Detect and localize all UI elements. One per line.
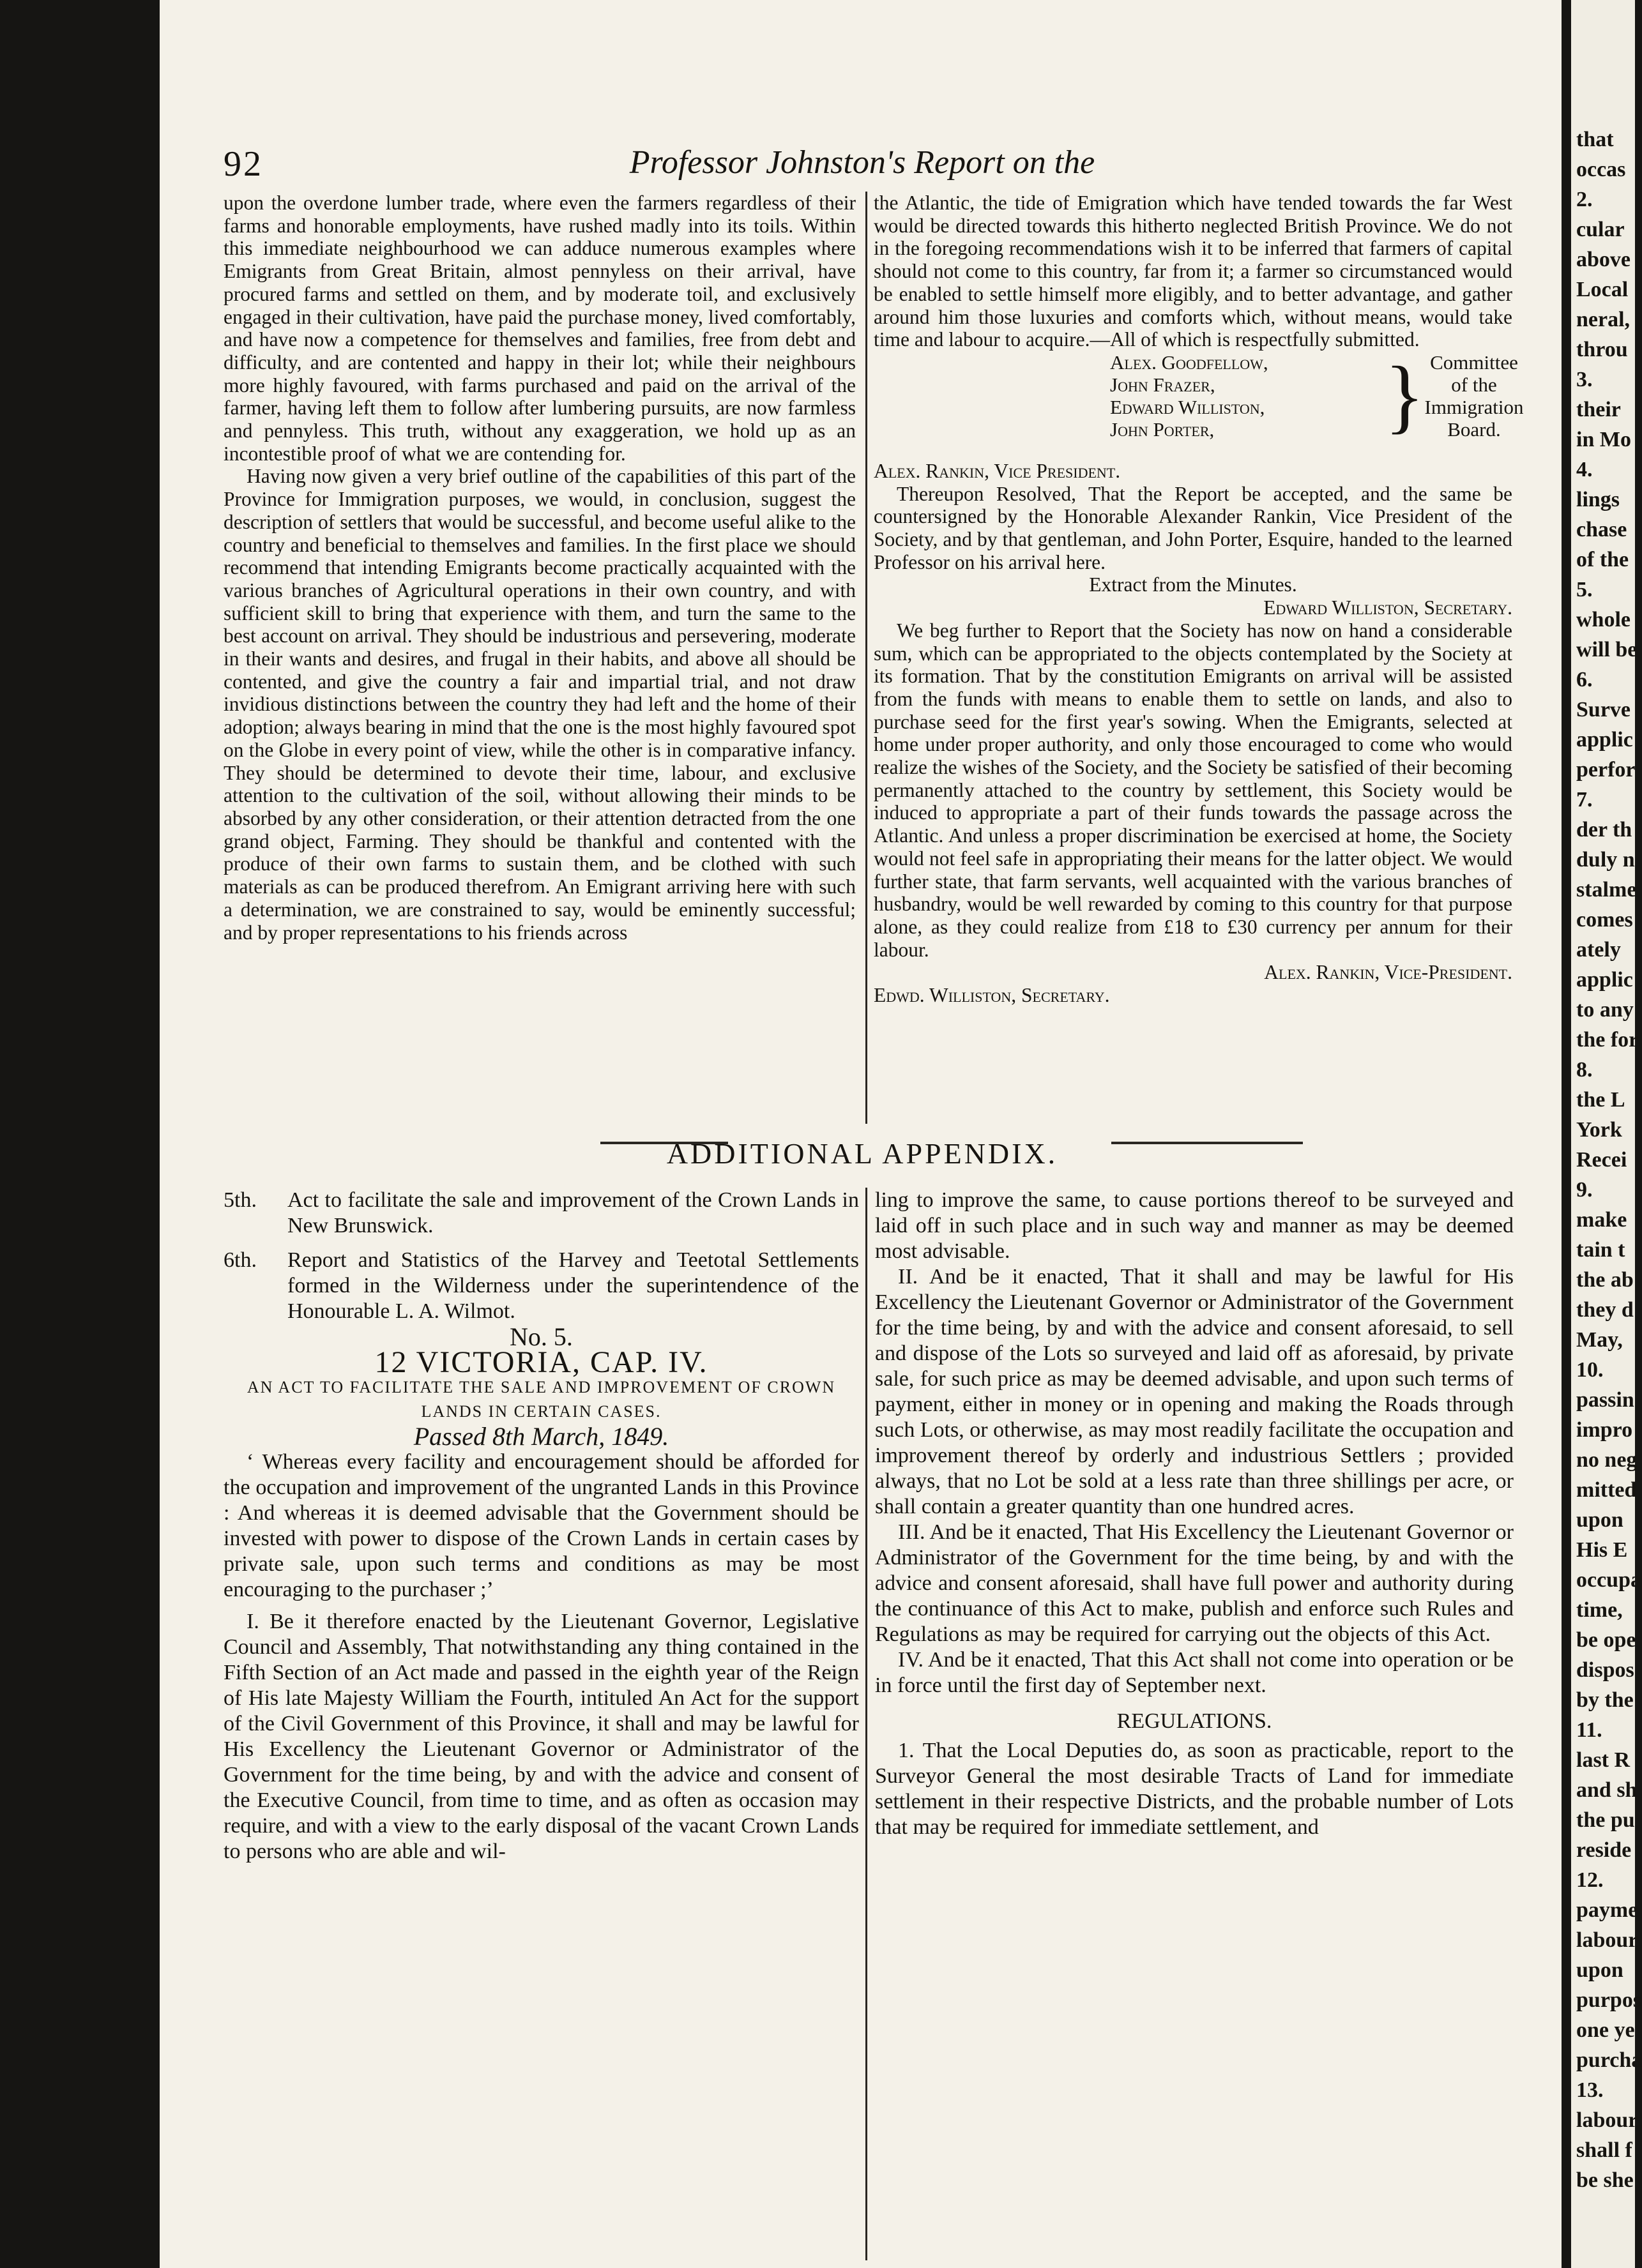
section-2: II. And be it enacted, That it shall and may be lawful for His Excellency the Lieutenant Governor or Administrator of the Government for the time being, by and with the advice and consent aforesaid, to sell and dispose of the Lots so surveyed and laid off as aforesaid, by private sale, for such price as may be deemed advisable, and upon such terms of payment, either in money or in opening and making the Roads through such Lots, or otherwise, as may most readily facilitate the occupation and improvement thereof by orderly and industrious Settlers ; provided always, that no Lot be sold at a less rate than three shillings per acre, or shall contain a greater quantity than one hundred acres. xyxy=(875,1265,1514,1518)
facing-page-fragment: the L xyxy=(1576,1088,1625,1112)
facing-page-fragment: the for xyxy=(1576,1028,1639,1052)
facing-page-fragment: impro xyxy=(1576,1418,1633,1442)
appendix-title: ADDITIONAL APPENDIX. xyxy=(666,1137,1058,1170)
facing-page-fragment: 6. xyxy=(1576,668,1593,692)
facing-page-fragment: be ope xyxy=(1576,1628,1636,1652)
facing-page-fragment: will be xyxy=(1576,638,1638,662)
signatory: Edward Williston, xyxy=(1110,395,1265,418)
facing-page-fragment: der th xyxy=(1576,818,1632,842)
section-3: III. And be it enacted, That His Excellency the Lieutenant Governor or Administrator of the Government for the time being, by and with the advice and consent aforesaid, shall have full power and authority during the continuance of this Act to make, publish and enforce such Rules and Regulations as may be required for carrying out the objects of this Act. xyxy=(875,1520,1514,1646)
facing-page-fragment: duly n xyxy=(1576,848,1635,872)
facing-page-fragment: 2. xyxy=(1576,188,1593,211)
act-passed-date: Passed 8th March, 1849. xyxy=(413,1422,669,1451)
signatory: Alex. Goodfellow, xyxy=(1110,351,1268,374)
committee-signatures xyxy=(1110,349,1524,460)
facing-page-fragment: upon xyxy=(1576,1958,1623,1982)
facing-page-fragment: Local xyxy=(1576,278,1629,301)
facing-page-fragment: be she xyxy=(1576,2168,1634,2192)
signature-secretary: Edwd. Williston, Secretary. xyxy=(874,984,1110,1007)
section-1: I. Be it therefore enacted by the Lieutenant Governor, Legislative Council and Assembly, That notwithstanding any thing contained in the Fifth Section of an Act made and passed in the eighth year of the Reign of His late Majesty William the Fourth, intituled An Act for the support of the Civil Government of this Province, it shall and may be lawful for His Excellency the Lieutenant Governor or Administrator of the Government for the time being, by and with the advice and consent of the Executive Council, from time to time, and as often as occasion may require, and with a view to the early disposal of the vacant Crown Lands to persons who are able and wil- xyxy=(224,1610,859,1863)
facing-page-fragment: make xyxy=(1576,1208,1627,1232)
facing-page-fragment: lings xyxy=(1576,488,1620,511)
upper-left-column xyxy=(224,192,856,1137)
facing-page-fragment: tain t xyxy=(1576,1238,1625,1262)
facing-page-fragment: the pu xyxy=(1576,1808,1635,1832)
facing-page-fragment: that xyxy=(1576,128,1614,151)
committee-role xyxy=(1410,351,1538,441)
act-title: AN ACT TO FACILITATE THE SALE AND IMPROVEMENT OF CROWN LANDS IN CERTAIN CASES. xyxy=(247,1378,836,1421)
facing-page-fragment: stalme xyxy=(1576,878,1637,902)
page-header xyxy=(224,144,1501,195)
facing-page-fragment: in Mo xyxy=(1576,428,1631,451)
facing-page-fragment: applic xyxy=(1576,968,1633,992)
facing-page-fragment: last R xyxy=(1576,1748,1631,1772)
list-item xyxy=(224,1248,859,1324)
signatory: John Frazer, xyxy=(1110,373,1215,396)
facing-page-fragment: to any xyxy=(1576,998,1634,1022)
lower-left-column xyxy=(224,1188,859,2260)
facing-page-fragment: upon xyxy=(1576,1508,1623,1532)
facing-page-fragment: one ye xyxy=(1576,2018,1635,2042)
facing-page-fragment: 7. xyxy=(1576,788,1593,812)
facing-page-fragment: 8. xyxy=(1576,1058,1593,1082)
facing-page-fragment: they d xyxy=(1576,1298,1634,1322)
committee-names xyxy=(1110,351,1268,441)
facing-page-fragment: purpos xyxy=(1576,1988,1642,2012)
secretary-line: Edward Williston, Secretary. xyxy=(1263,596,1512,619)
facing-page-fragment: chase xyxy=(1576,518,1627,541)
facing-page-fragment: 13. xyxy=(1576,2078,1604,2102)
list-item xyxy=(224,1188,859,1239)
page-number: 92 xyxy=(224,144,263,184)
scanned-page xyxy=(160,0,1562,2268)
section-4: IV. And be it enacted, That this Act shall not come into operation or be in force until the first day of September next. xyxy=(875,1648,1514,1697)
facing-page-fragment: 9. xyxy=(1576,1178,1593,1202)
item-text: Act to facilitate the sale and improvement of the Crown Lands in New Brunswick. xyxy=(287,1188,859,1237)
role-line: of the xyxy=(1451,373,1497,396)
extract-line: Extract from the Minutes. xyxy=(1089,573,1297,596)
facing-page-fragment: York xyxy=(1576,1118,1622,1142)
facing-page-fragment: ately xyxy=(1576,938,1621,962)
signatory: John Porter, xyxy=(1110,418,1215,441)
facing-page-fragment: labour xyxy=(1576,2108,1638,2132)
facing-page-fragment: occupa xyxy=(1576,1568,1641,1592)
act-number: No. 5. xyxy=(510,1322,573,1351)
column-divider xyxy=(865,1188,867,2260)
facing-page-fragment: 11. xyxy=(1576,1718,1602,1742)
role-line: Board. xyxy=(1447,418,1501,441)
facing-page-fragment: Surve xyxy=(1576,698,1631,722)
facing-page-sliver xyxy=(1571,0,1642,2268)
facing-page-fragment: neral, xyxy=(1576,308,1631,331)
facing-page-fragment: their xyxy=(1576,398,1621,421)
facing-page-fragment: occas xyxy=(1576,158,1626,181)
facing-page-fragment: labour xyxy=(1576,1928,1638,1952)
facing-page-fragment: no neg xyxy=(1576,1448,1638,1472)
lower-right-column xyxy=(875,1188,1514,2260)
regulation-1: 1. That the Local Deputies do, as soon as practicable, report to the Surveyor General the most desirable Tracts of Land for immediate settlement in their respective Districts, and the probable number of Lots that may be required for immediate settlement, and xyxy=(875,1739,1514,1839)
facing-page-fragment: purcha xyxy=(1576,2048,1642,2072)
signature-vice-president: Alex. Rankin, Vice-President. xyxy=(1264,961,1512,984)
facing-page-fragment: Recei xyxy=(1576,1148,1627,1172)
item-text: Report and Statistics of the Harvey and Teetotal Settlements formed in the Wilderness under the superintendence of the Honourable L. A. Wilmot. xyxy=(287,1248,859,1323)
facing-page-fragment: His E xyxy=(1576,1538,1628,1562)
facing-page-fragment: mitted xyxy=(1576,1478,1637,1502)
facing-page-fragment: 10. xyxy=(1576,1358,1604,1382)
facing-page-fragment: time, xyxy=(1576,1598,1623,1622)
facing-page-fragment: payme xyxy=(1576,1898,1638,1922)
facing-page-fragment: comes xyxy=(1576,908,1633,932)
act-chapter: 12 VICTORIA, CAP. IV. xyxy=(374,1345,708,1379)
facing-page-fragment: 12. xyxy=(1576,1868,1604,1892)
facing-page-fragment: perfor xyxy=(1576,758,1636,782)
facing-page-fragment: by the xyxy=(1576,1688,1634,1712)
facing-page-fragment: applic xyxy=(1576,728,1633,752)
upper-right-column xyxy=(874,192,1524,1137)
facing-page-fragment: cular xyxy=(1576,218,1625,241)
paragraph: the Atlantic, the tide of Emigration which have tended towards the far West would be directed towards this hitherto neglected British Province. We do not in the foregoing recommendations wish it to be inferred that farmers of capital should not come to this country, far from it; a farmer so circumstanced would be enabled to settle himself more eligibly, and to better advantage, and gather around him those luxuries and comforts which, without means, would take time and labour to acquire.—All of which is respectfully submitted. xyxy=(874,192,1512,351)
paragraph: Having now given a very brief outline of the capabilities of this part of the Province for Immigration purposes, we would, in conclusion, suggest the description of settlers that would be successful, and become useful alike to the country and beneficial to themselves and families. In the first place we should recommend that intending Emigrants become practically acquainted with the various branches of Agricultural operations in their own country, and with sufficient skill to bring that experience with them, and turn the same to the best account on arrival. They should be industrious and persevering, moderate in their wants and desires, and frugal in their habits, and above all should be contented, and give the country a fair and impartial trial, and not draw invidious distinctions between the country they had left and the home of their adoption; always bearing in mind that the one is the most highly favoured spot on the Globe in every point of view, while the other is in comparative infancy. They should be determined to devote their time, labour, and exclusive attention to the cultivation of the soil, without allowing their minds to be absorbed by any other consideration, or their attention detracted from the one grand object, Farming. They should be thankful and contented with the produce of their own farms to sustain them, and be clothed with such materials as can be produced therefrom. An Emigrant arriving here with such a determination, we are constrained to say, would be eminently successful; and by proper representations to his friends across xyxy=(224,465,856,944)
facing-page-fragment: 3. xyxy=(1576,368,1593,391)
facing-page-fragment: passin xyxy=(1576,1388,1634,1412)
facing-page-fragment: 4. xyxy=(1576,458,1593,481)
brace-icon: } xyxy=(1385,349,1425,442)
facing-page-fragment: May, xyxy=(1576,1328,1623,1352)
facing-page-fragment: throu xyxy=(1576,338,1628,361)
paragraph: ling to improve the same, to cause portions thereof to be surveyed and laid off in such place and in such way and manner as may be deemed most advisable. xyxy=(875,1188,1514,1263)
facing-page-fragment: and sh xyxy=(1576,1778,1638,1802)
item-number: 5th. xyxy=(224,1188,257,1212)
item-number: 6th. xyxy=(224,1248,257,1272)
vice-president-line: Alex. Rankin, Vice President. xyxy=(874,459,1121,482)
facing-page-fragment: above xyxy=(1576,248,1631,271)
running-title: Professor Johnston's Report on the xyxy=(629,144,1095,181)
regulations-heading: REGULATIONS. xyxy=(1116,1709,1272,1733)
facing-page-fragment: 5. xyxy=(1576,578,1593,601)
column-divider xyxy=(865,192,867,1124)
preamble: ‘ Whereas every facility and encouragement should be afforded for the occupation and improvement of the ungranted Lands in this Province : And whereas it is deemed advisable that the Government should be invested with power to dispose of the Crown Lands in certain cases by private sale, upon such terms and conditions as may be most encouraging to the purchaser ;’ xyxy=(224,1450,859,1601)
facing-page-fragment: dispos xyxy=(1576,1658,1634,1682)
paragraph: We beg further to Report that the Society has now on hand a considerable sum, which can be appropriated to the objects contemplated by the Society at its formation. That by the constitution Emigrants on arrival will be assisted from the funds with means to enable them to settle on lands, and also to purchase seed for the first year's sowing. When the Emigrants, selected at home under proper authority, and only those encouraged to come who would realize the wishes of the Society, and the Society be satisfied of their becoming permanently attached to the country by settlement, this Society would be induced to appropriate a part of their funds towards the passage across the Atlantic. And unless a proper discrimination be exercised at home, the Society would not feel safe in appropriating their means for the latter object. We would further state, that farm servants, well acquainted with the various branches of husbandry, would be well rewarded by coming to this country for that purpose alone, as they could realize from £18 to £30 currency per annum for their labour. xyxy=(874,619,1512,961)
role-line: Immigration xyxy=(1424,395,1524,418)
facing-page-fragment: the ab xyxy=(1576,1268,1634,1292)
facing-page-fragment: shall f xyxy=(1576,2138,1632,2162)
role-line: Committee xyxy=(1430,351,1518,374)
facing-page-fragment: reside xyxy=(1576,1838,1632,1862)
paragraph: upon the overdone lumber trade, where even the farmers regardless of their farms and honorable employments, have rushed madly into its toils. Within this immediate neighbourhood we can adduce numerous examples where Emigrants from Great Britain, almost pennyless on their arrival, have procured farms and settled on them, and by moderate toil, and exclusively engaged in their cultivation, have paid the purchase money, lived comfortably, and have now a competence for themselves and families, free from debt and difficulty, and are contented and happy in their lot; while their neighbours more highly favoured, with farms purchased and paid on the arrival of the farmer, having left them to follow after lumbering pursuits, are now farmless and pennyless. This truth, without any exaggeration, we hold up as an incontestible proof of what we are contending for. xyxy=(224,192,856,465)
facing-page-fragment: whole xyxy=(1576,608,1631,631)
paragraph: Thereupon Resolved, That the Report be accepted, and the same be countersigned by the Honorable Alexander Rankin, Vice President of the Society, and by that gentleman, and John Porter, Esquire, handed to the learned Professor on his arrival here. xyxy=(874,482,1512,573)
facing-page-fragment: of the xyxy=(1576,548,1629,571)
